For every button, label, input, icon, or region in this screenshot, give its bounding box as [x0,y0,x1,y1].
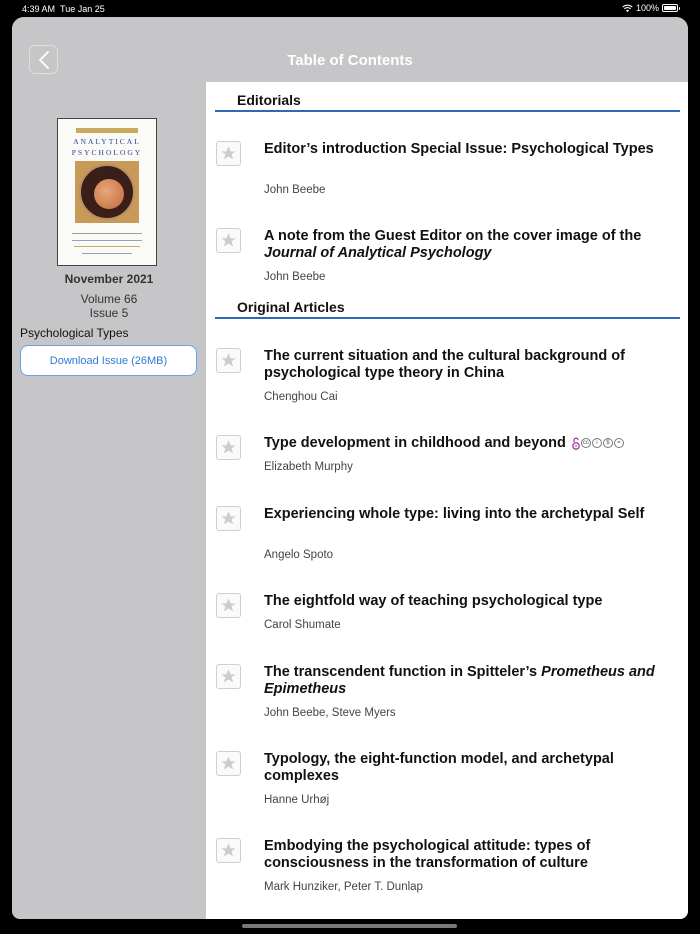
issue-sidebar [12,82,206,919]
open-access-lock-icon [572,437,580,450]
navigation-bar [12,17,688,82]
star-icon [220,145,237,162]
article-authors: Carol Shumate [264,619,341,631]
article-title[interactable] [264,228,669,262]
section-title: Original Articles [237,299,345,315]
status-bar [0,0,700,17]
article-authors: John Beebe [264,271,326,283]
title-text: A note from the Guest Editor on the cover image of the [264,228,642,244]
article-authors: John Beebe, Steve Myers [264,707,396,719]
favorite-star-button[interactable] [216,141,241,166]
issue-date: November 2021 [64,272,154,286]
star-icon [220,597,237,614]
battery-percent: 100% [635,3,659,13]
title-text: Type development in childhood and beyond [264,435,566,451]
battery-icon [662,4,678,12]
issue-number: Issue 5 [89,306,129,320]
article-title[interactable]: The current situation and the cultural background of psychological type theory in China [264,348,625,381]
title-italic-text: Journal of Analytical Psychology [264,245,492,261]
page-title: Table of Contents [287,52,413,69]
download-issue-button[interactable]: Download Issue (26MB) [20,345,197,376]
star-icon [220,510,237,527]
status-right [622,3,678,13]
status-time [22,4,105,14]
article-title[interactable]: Typology, the eight-function model, and archetypal complexes [264,751,614,784]
star-icon [220,439,237,456]
open-access-badges [572,437,624,450]
date-text: Tue Jan 25 [60,4,105,14]
favorite-star-button[interactable] [216,838,241,863]
article-title[interactable]: The eightfold way of teaching psychological type [264,593,603,609]
article-title[interactable] [264,435,669,452]
article-authors: Hanne Urhøj [264,794,330,806]
article-authors: Elizabeth Murphy [264,461,353,473]
issue-cover-image[interactable] [57,118,157,266]
favorite-star-button[interactable] [216,228,241,253]
star-icon [220,232,237,249]
wifi-icon [622,4,633,13]
article-authors: Mark Hunziker, Peter T. Dunlap [264,881,423,893]
article-authors: Chenghou Cai [264,391,338,403]
issue-volume: Volume 66 [80,292,138,306]
cc-by-icon: i [592,438,602,448]
favorite-star-button[interactable] [216,593,241,618]
favorite-star-button[interactable] [216,435,241,460]
table-of-contents-list[interactable] [206,82,688,919]
star-icon [220,352,237,369]
article-title[interactable]: Editor’s introduction Special Issue: Psychological Types [264,141,654,157]
section-header-editorials [215,90,680,112]
issue-theme: Psychological Types [20,326,129,340]
time-text: 4:39 AM [22,4,56,14]
cover-title-line2: PSYCHOLOGY [71,148,143,157]
title-italic-text: Prometheus and Epimetheus [264,664,655,697]
article-authors: John Beebe [264,184,326,196]
article-title[interactable] [264,664,669,698]
favorite-star-button[interactable] [216,348,241,373]
cover-artwork [75,161,139,223]
cc-license-icon: cc [582,440,589,447]
modal-sheet [12,17,688,919]
home-indicator[interactable] [242,924,457,928]
star-icon [220,755,237,772]
article-title[interactable]: Experiencing whole type: living into the archetypal Self [264,506,645,522]
favorite-star-button[interactable] [216,664,241,689]
star-icon [220,842,237,859]
star-icon [220,668,237,685]
cover-band [76,128,138,133]
favorite-star-button[interactable] [216,751,241,776]
section-title: Editorials [237,92,301,108]
article-authors: Angelo Spoto [264,549,334,561]
section-header-original-articles [215,297,680,319]
article-title[interactable]: Embodying the psychological attitude: types of consciousness in the transformation of culture [264,838,591,871]
cc-nc-icon: $ [603,438,613,448]
cc-nd-icon: = [614,438,624,448]
title-text: The transcendent function in Spitteler’s [264,664,542,680]
favorite-star-button[interactable] [216,506,241,531]
cover-title-line1: ANALYTICAL [73,137,141,146]
